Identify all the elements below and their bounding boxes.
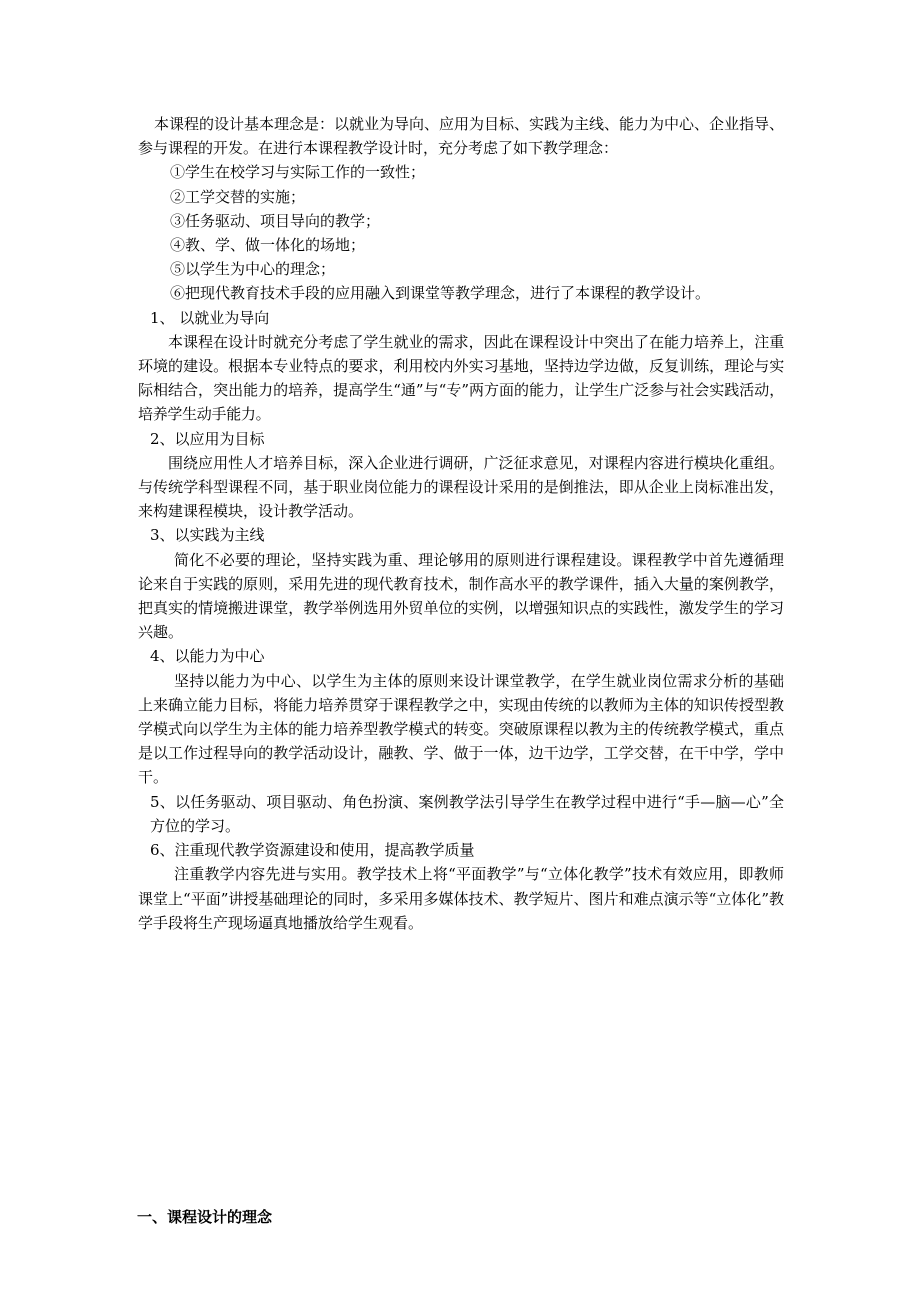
footer-section-heading: 一、课程设计的理念 (137, 1208, 273, 1226)
section-3-heading: 3、以实践为主线 (150, 526, 265, 545)
section-3-body: 简化不必要的理论，坚持实践为重、理论够用的原则进行课程建设。课程教学中首先遵循理论来自于实践的原则，采用先进的现代教育技术，制作高水平的教学课件，插入大量的案例教学，把真实的情境搬进课堂，教学举例选用外贸单位的实例，以增强知识点的实践性，激发学生的学习兴趣。 (138, 550, 784, 642)
section-6-heading: 6、注重现代教学资源建设和使用，提高教学质量 (150, 841, 475, 860)
intro-paragraph: 本课程的设计基本理念是：以就业为导向、应用为目标、实践为主线、能力为中心、企业指导、参与课程的开发。在进行本课程教学设计时，充分考虑了如下教学理念： (138, 115, 785, 158)
concept-item-5: ⑤以学生为中心的理念； (170, 260, 336, 279)
section-2-heading: 2、以应用为目标 (150, 429, 265, 448)
section-4-body: 坚持以能力为中心、以学生为主体的原则来设计课堂教学，在学生就业岗位需求分析的基础上来确立能力目标，将能力培养贯穿于课程教学之中，实现由传统的以教师为主体的知识传授型教学模式向以学生为主体的能力培养型教学模式的转变。突破原课程以教为主的传统教学模式，重点是以工作过程导向的教学活动设计，融教、学、做于一体，边干边学，工学交替，在干中学，学中干。 (138, 671, 784, 787)
section-2-body: 围绕应用性人才培养目标，深入企业进行调研，广泛征求意见，对课程内容进行模块化重组。与传统学科型课程不同，基于职业岗位能力的课程设计采用的是倒推法，即从企业上岗标准出发，来构建课程模块，设计教学活动。 (138, 453, 784, 521)
concept-item-4: ④教、学、做一体化的场地； (170, 236, 366, 255)
section-1-body: 本课程在设计时就充分考虑了学生就业的需求，因此在课程设计中突出了在能力培养上，注重环境的建设。根据本专业特点的要求，利用校内外实习基地，坚持边学边做，反复训练，理论与实际相结合，突出能力的培养，提高学生“通”与“专”两方面的能力，让学生广泛参与社会实践活动，培养学生动手能力。 (138, 332, 784, 424)
concept-item-3: ③任务驱动、项目导向的教学； (170, 211, 381, 230)
section-6-body: 注重教学内容先进与实用。教学技术上将“平面教学”与“立体化教学”技术有效应用，即教师课堂上“平面”讲授基础理论的同时，多采用多媒体技术、教学短片、图片和难点演示等“立体化”教学手段将生产现场逼真地播放给学生观看。 (138, 865, 784, 932)
concept-item-2: ②工学交替的实施； (170, 187, 306, 206)
section-1-heading: 1、 以就业为导向 (150, 308, 270, 327)
concept-item-1: ①学生在校学习与实际工作的一致性； (170, 163, 426, 182)
concept-item-6: ⑥把现代教育技术手段的应用融入到课堂等教学理念，进行了本课程的教学设计。 (170, 284, 711, 303)
section-5-heading: 5、以任务驱动、项目驱动、角色扮演、案例教学法引导学生在教学过程中进行“手—脑—心”全方位的学习。 (150, 792, 784, 835)
section-4-heading: 4、以能力为中心 (150, 647, 265, 666)
document-body (138, 112, 784, 935)
